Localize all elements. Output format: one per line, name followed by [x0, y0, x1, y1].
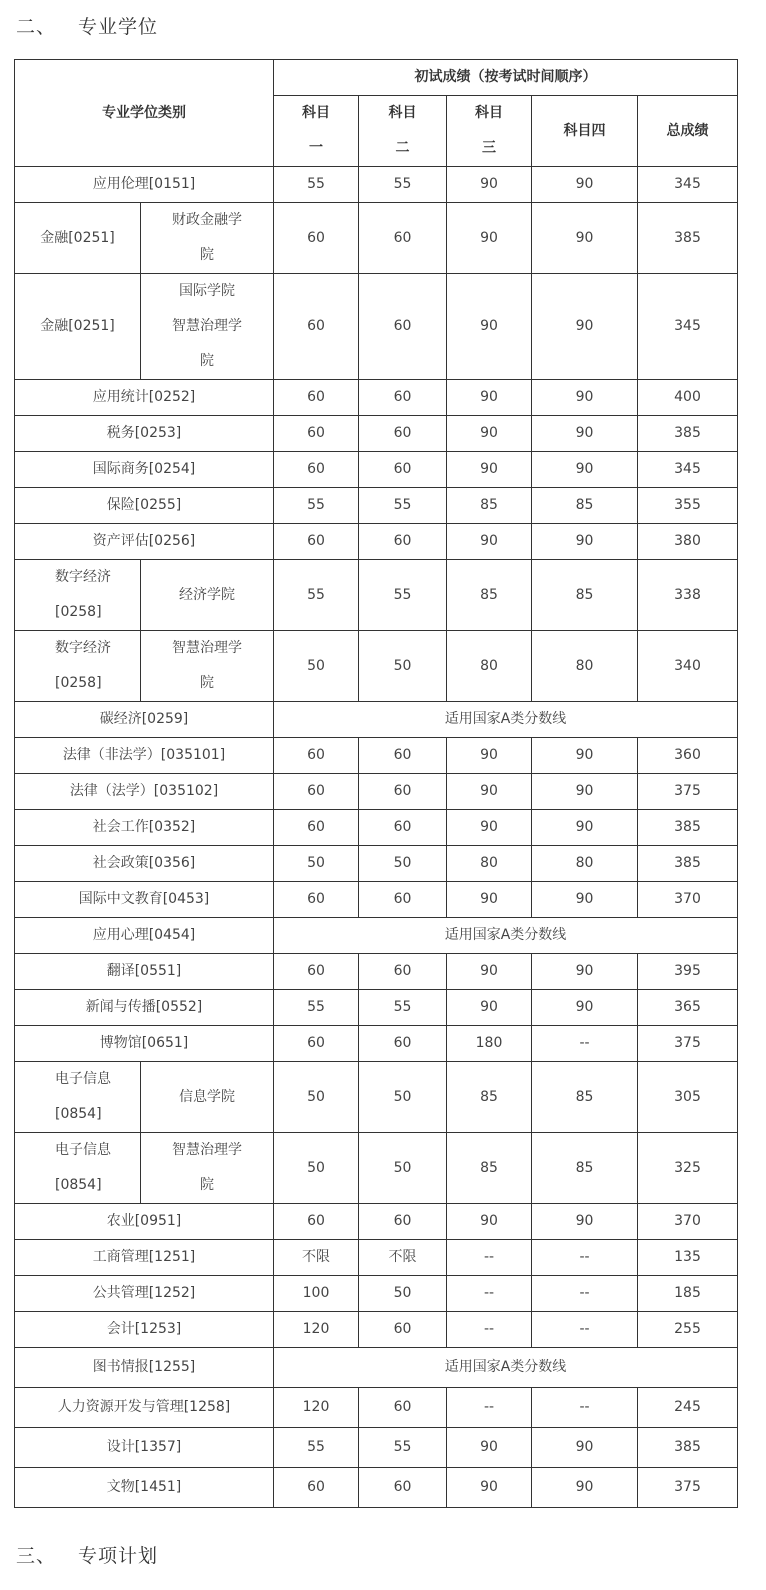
row-s4: 90 — [532, 774, 638, 810]
row-college: 财政金融学 院 — [141, 203, 274, 274]
row-s4: 85 — [532, 488, 638, 524]
section-2-heading — [16, 12, 158, 39]
row-category: 农业[0951] — [15, 1204, 274, 1240]
row-category: 数字经济 [0258] — [15, 631, 141, 702]
row-s3: 85 — [447, 488, 532, 524]
row-s3: 90 — [447, 954, 532, 990]
row-category: 国际中文教育[0453] — [15, 882, 274, 918]
row-s4: 90 — [532, 524, 638, 560]
row-s4: -- — [532, 1388, 638, 1428]
row-s1: 不限 — [274, 1240, 359, 1276]
section-2-number: 二、 — [16, 16, 57, 38]
table-row — [15, 452, 738, 488]
row-s3: 180 — [447, 1026, 532, 1062]
row-total: 395 — [638, 954, 738, 990]
row-s1: 60 — [274, 203, 359, 274]
row-category: 应用伦理[0151] — [15, 167, 274, 203]
row-s2: 60 — [359, 380, 447, 416]
row-s3: 90 — [447, 738, 532, 774]
row-s3: -- — [447, 1276, 532, 1312]
row-category: 应用心理[0454] — [15, 918, 274, 954]
row-s3: 90 — [447, 380, 532, 416]
row-s3: 80 — [447, 631, 532, 702]
row-s4: 90 — [532, 882, 638, 918]
row-total: 345 — [638, 274, 738, 380]
row-category: 会计[1253] — [15, 1312, 274, 1348]
table-row — [15, 1240, 738, 1276]
table-row — [15, 203, 738, 274]
row-s3: 90 — [447, 810, 532, 846]
row-category: 法律（非法学）[035101] — [15, 738, 274, 774]
row-s4: -- — [532, 1312, 638, 1348]
row-s3: 90 — [447, 774, 532, 810]
row-category: 应用统计[0252] — [15, 380, 274, 416]
table-row — [15, 954, 738, 990]
row-s3: -- — [447, 1388, 532, 1428]
table-row — [15, 560, 738, 631]
row-s3: 90 — [447, 1204, 532, 1240]
row-s4: -- — [532, 1026, 638, 1062]
table-row — [15, 1388, 738, 1428]
row-total: 135 — [638, 1240, 738, 1276]
row-college: 国际学院 智慧治理学 院 — [141, 274, 274, 380]
row-s2: 60 — [359, 1312, 447, 1348]
row-s4: 80 — [532, 631, 638, 702]
row-s2: 50 — [359, 846, 447, 882]
row-total: 255 — [638, 1312, 738, 1348]
section-3-number: 三、 — [16, 1545, 57, 1567]
row-s4: 90 — [532, 738, 638, 774]
row-total: 345 — [638, 452, 738, 488]
row-s2: 50 — [359, 1062, 447, 1133]
row-s1: 60 — [274, 882, 359, 918]
table-row — [15, 1276, 738, 1312]
row-category: 电子信息 [0854] — [15, 1062, 141, 1133]
row-s1: 55 — [274, 990, 359, 1026]
row-category: 文物[1451] — [15, 1468, 274, 1508]
row-s1: 60 — [274, 810, 359, 846]
header-subject-2: 科目 二 — [359, 96, 447, 167]
row-s4: 90 — [532, 1428, 638, 1468]
row-category: 社会工作[0352] — [15, 810, 274, 846]
header-subject-4: 科目四 — [532, 96, 638, 167]
row-s1: 60 — [274, 380, 359, 416]
row-college: 经济学院 — [141, 560, 274, 631]
header-category: 专业学位类别 — [15, 60, 274, 167]
row-s4: 90 — [532, 990, 638, 1026]
row-college: 智慧治理学 院 — [141, 631, 274, 702]
row-s2: 60 — [359, 1468, 447, 1508]
row-total: 380 — [638, 524, 738, 560]
row-s1: 60 — [274, 774, 359, 810]
table-row — [15, 488, 738, 524]
row-college: 智慧治理学 院 — [141, 1133, 274, 1204]
row-s1: 60 — [274, 452, 359, 488]
table-row — [15, 810, 738, 846]
row-s1: 55 — [274, 560, 359, 631]
row-total: 355 — [638, 488, 738, 524]
table-row — [15, 274, 738, 380]
row-category: 社会政策[0356] — [15, 846, 274, 882]
row-s3: 90 — [447, 990, 532, 1026]
row-s2: 55 — [359, 1428, 447, 1468]
row-total: 375 — [638, 1468, 738, 1508]
row-s2: 60 — [359, 774, 447, 810]
table-row — [15, 882, 738, 918]
row-total: 375 — [638, 1026, 738, 1062]
row-total: 375 — [638, 774, 738, 810]
row-s2: 55 — [359, 560, 447, 631]
row-s1: 50 — [274, 846, 359, 882]
row-total: 360 — [638, 738, 738, 774]
row-total: 345 — [638, 167, 738, 203]
table-row — [15, 1348, 738, 1388]
row-s4: 90 — [532, 274, 638, 380]
row-s1: 55 — [274, 1428, 359, 1468]
row-s3: -- — [447, 1312, 532, 1348]
row-category: 图书情报[1255] — [15, 1348, 274, 1388]
row-s2: 50 — [359, 1133, 447, 1204]
score-table-body — [15, 167, 738, 1508]
row-category: 博物馆[0651] — [15, 1026, 274, 1062]
table-row — [15, 990, 738, 1026]
row-s2: 60 — [359, 452, 447, 488]
row-s2: 55 — [359, 990, 447, 1026]
row-s1: 50 — [274, 1062, 359, 1133]
table-row — [15, 774, 738, 810]
row-s2: 60 — [359, 1388, 447, 1428]
row-s1: 60 — [274, 738, 359, 774]
row-s4: -- — [532, 1240, 638, 1276]
row-s1: 60 — [274, 1204, 359, 1240]
row-s4: 85 — [532, 560, 638, 631]
row-total: 385 — [638, 1428, 738, 1468]
row-category: 金融[0251] — [15, 274, 141, 380]
row-category: 税务[0253] — [15, 416, 274, 452]
table-row — [15, 1062, 738, 1133]
row-s2: 60 — [359, 416, 447, 452]
score-table — [14, 59, 738, 1508]
row-s2: 55 — [359, 167, 447, 203]
row-total: 185 — [638, 1276, 738, 1312]
table-row — [15, 380, 738, 416]
row-s1: 60 — [274, 524, 359, 560]
row-s2: 60 — [359, 882, 447, 918]
row-total: 305 — [638, 1062, 738, 1133]
row-s3: 90 — [447, 882, 532, 918]
row-s4: -- — [532, 1276, 638, 1312]
table-row — [15, 1026, 738, 1062]
row-s2: 不限 — [359, 1240, 447, 1276]
row-college: 信息学院 — [141, 1062, 274, 1133]
row-s2: 60 — [359, 738, 447, 774]
row-s2: 60 — [359, 274, 447, 380]
row-s3: 90 — [447, 524, 532, 560]
row-s1: 60 — [274, 274, 359, 380]
row-s2: 55 — [359, 488, 447, 524]
row-s4: 85 — [532, 1062, 638, 1133]
row-category: 碳经济[0259] — [15, 702, 274, 738]
row-total: 370 — [638, 882, 738, 918]
row-s3: 85 — [447, 1062, 532, 1133]
row-category: 保险[0255] — [15, 488, 274, 524]
row-s1: 55 — [274, 167, 359, 203]
row-category: 资产评估[0256] — [15, 524, 274, 560]
row-s1: 60 — [274, 1026, 359, 1062]
table-row — [15, 1312, 738, 1348]
table-row — [15, 1204, 738, 1240]
row-s3: 90 — [447, 416, 532, 452]
row-s3: 90 — [447, 167, 532, 203]
row-total: 370 — [638, 1204, 738, 1240]
row-s4: 90 — [532, 167, 638, 203]
row-s2: 60 — [359, 810, 447, 846]
row-category: 工商管理[1251] — [15, 1240, 274, 1276]
row-s1: 100 — [274, 1276, 359, 1312]
row-s3: -- — [447, 1240, 532, 1276]
row-category: 新闻与传播[0552] — [15, 990, 274, 1026]
row-s1: 120 — [274, 1312, 359, 1348]
row-note: 适用国家A类分数线 — [274, 918, 738, 954]
table-row — [15, 1468, 738, 1508]
table-row — [15, 524, 738, 560]
row-total: 340 — [638, 631, 738, 702]
row-s1: 50 — [274, 631, 359, 702]
row-s3: 80 — [447, 846, 532, 882]
row-s4: 90 — [532, 810, 638, 846]
row-s4: 90 — [532, 954, 638, 990]
row-s2: 60 — [359, 1026, 447, 1062]
row-s1: 60 — [274, 1468, 359, 1508]
table-row — [15, 1428, 738, 1468]
row-s3: 90 — [447, 203, 532, 274]
row-s2: 60 — [359, 203, 447, 274]
row-s4: 80 — [532, 846, 638, 882]
row-s1: 60 — [274, 954, 359, 990]
section-3-title: 专项计划 — [78, 1545, 159, 1567]
row-total: 400 — [638, 380, 738, 416]
row-s4: 90 — [532, 1204, 638, 1240]
row-category: 公共管理[1252] — [15, 1276, 274, 1312]
row-category: 设计[1357] — [15, 1428, 274, 1468]
row-total: 385 — [638, 416, 738, 452]
row-category: 数字经济 [0258] — [15, 560, 141, 631]
row-category: 电子信息 [0854] — [15, 1133, 141, 1204]
row-category: 金融[0251] — [15, 203, 141, 274]
row-s1: 60 — [274, 416, 359, 452]
row-note: 适用国家A类分数线 — [274, 702, 738, 738]
row-s2: 60 — [359, 524, 447, 560]
row-category: 国际商务[0254] — [15, 452, 274, 488]
row-s3: 90 — [447, 452, 532, 488]
header-total: 总成绩 — [638, 96, 738, 167]
row-total: 385 — [638, 810, 738, 846]
row-s3: 85 — [447, 1133, 532, 1204]
row-category: 人力资源开发与管理[1258] — [15, 1388, 274, 1428]
row-s4: 90 — [532, 416, 638, 452]
row-s3: 90 — [447, 274, 532, 380]
row-s2: 50 — [359, 1276, 447, 1312]
table-row — [15, 167, 738, 203]
row-category: 法律（法学）[035102] — [15, 774, 274, 810]
table-row — [15, 631, 738, 702]
section-3-heading — [16, 1541, 158, 1568]
row-s4: 90 — [532, 203, 638, 274]
table-row — [15, 918, 738, 954]
row-s2: 50 — [359, 631, 447, 702]
row-s1: 50 — [274, 1133, 359, 1204]
row-s4: 90 — [532, 452, 638, 488]
row-total: 385 — [638, 203, 738, 274]
row-s3: 85 — [447, 560, 532, 631]
header-group: 初试成绩（按考试时间顺序） — [274, 60, 738, 96]
row-s4: 85 — [532, 1133, 638, 1204]
table-row — [15, 846, 738, 882]
row-s1: 120 — [274, 1388, 359, 1428]
row-total: 325 — [638, 1133, 738, 1204]
row-s3: 90 — [447, 1468, 532, 1508]
row-note: 适用国家A类分数线 — [274, 1348, 738, 1388]
row-s1: 55 — [274, 488, 359, 524]
table-row — [15, 702, 738, 738]
table-row — [15, 1133, 738, 1204]
row-total: 365 — [638, 990, 738, 1026]
table-row — [15, 416, 738, 452]
section-2-title: 专业学位 — [78, 16, 159, 38]
row-s3: 90 — [447, 1428, 532, 1468]
row-s4: 90 — [532, 380, 638, 416]
row-total: 338 — [638, 560, 738, 631]
table-row — [15, 738, 738, 774]
row-total: 245 — [638, 1388, 738, 1428]
row-s4: 90 — [532, 1468, 638, 1508]
row-s2: 60 — [359, 954, 447, 990]
header-subject-3: 科目 三 — [447, 96, 532, 167]
row-total: 385 — [638, 846, 738, 882]
row-category: 翻译[0551] — [15, 954, 274, 990]
row-s2: 60 — [359, 1204, 447, 1240]
header-subject-1: 科目 一 — [274, 96, 359, 167]
